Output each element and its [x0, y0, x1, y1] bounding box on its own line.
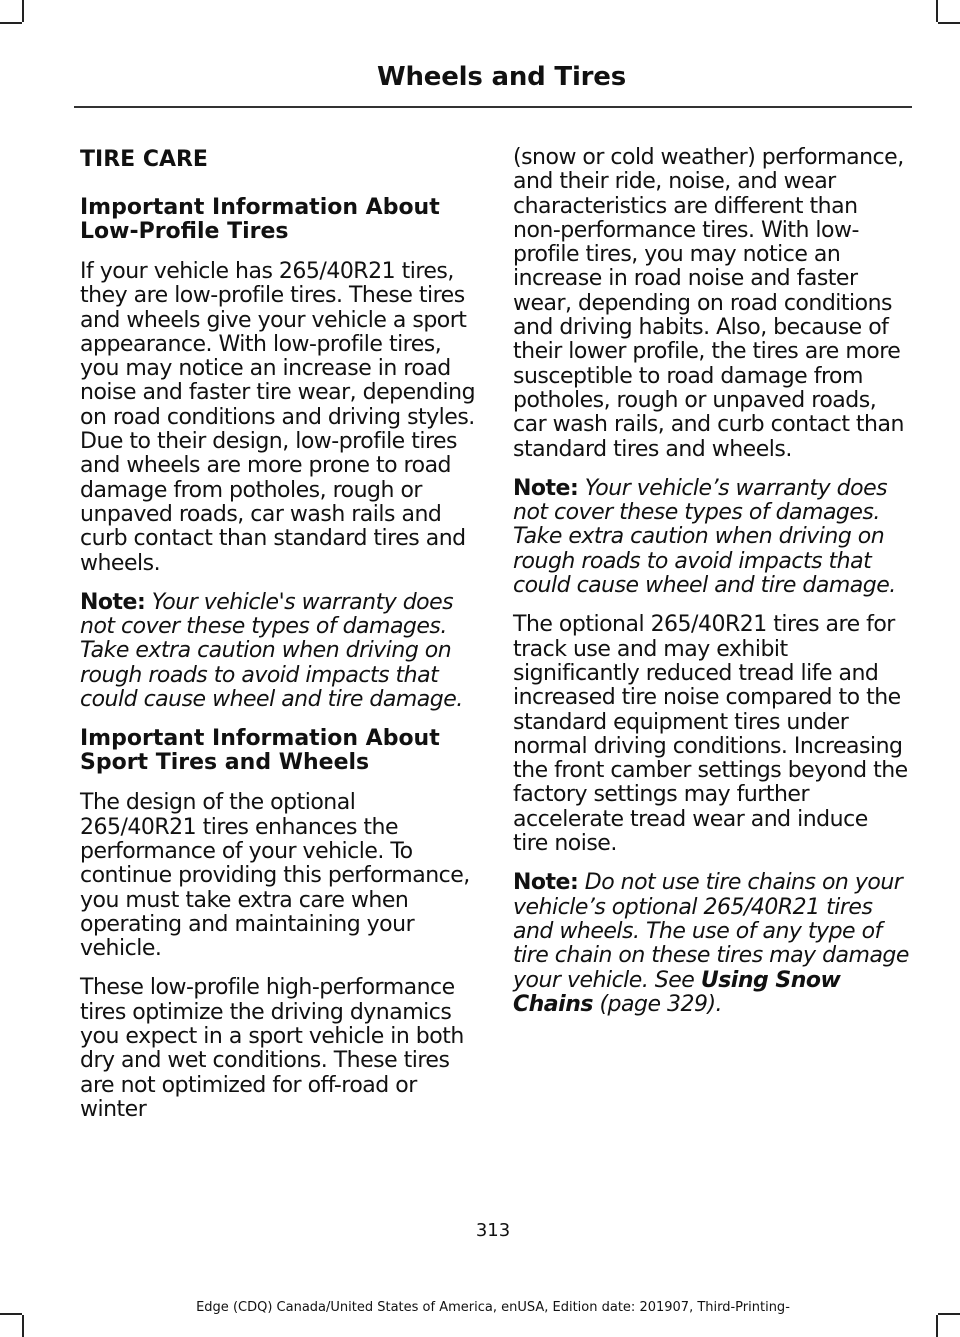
note-text: Do not use tire chains on your vehicle’s optional 265/40R21 tires and wheels. The use of any type of tire chain on these tires may damage your vehicle. See [513, 870, 909, 993]
header-divider [74, 106, 912, 108]
heading-sport-tires: Important Information About Sport Tires and Wheels [80, 726, 440, 776]
crop-mark-bottom-right [936, 1315, 938, 1337]
note-label: Note: [80, 589, 146, 615]
right-column [513, 146, 909, 1032]
page-header-title: Wheels and Tires [377, 62, 626, 92]
crop-mark-top-right [936, 0, 938, 22]
note-label: Note: [513, 870, 579, 896]
note-warranty-1 [80, 591, 476, 712]
crop-mark-top-left [22, 0, 24, 22]
note-tire-chains [513, 871, 909, 1017]
note-label: Note: [513, 475, 579, 501]
crop-mark-bottom-left [22, 1315, 24, 1337]
paragraph-high-performance-continued: (snow or cold weather) performance, and their ride, noise, and wear characteristics are different than non-performance tires. With low-profile tires, you may notice an increase in road noise and faster wear, depending on road conditions and driving habits. Also, because of their lower profile, the tires are more susceptible to road damage from potholes, rough or unpaved roads, car wash rails, and curb contact than standard tires and wheels. [513, 145, 904, 462]
paragraph-high-performance: These low-profile high-performance tires optimize the driving dynamics you expect in a sport vehicle in both dry and wet conditions. These tires are not optimized for off-road or winter [80, 975, 464, 1122]
note-text: Your vehicle's warranty does not cover these types of damages. Take extra caution when driving on rough roads to avoid impacts that could cause wheel and tire damage. [80, 589, 463, 713]
page-number: 313 [475, 1220, 511, 1241]
paragraph-low-profile: If your vehicle has 265/40R21 tires, they are low-profile tires. These tires and wheels give your vehicle a sport appearance. With low-profile tires, you may notice an increase in road noise and faster tire wear, depending on road conditions and driving styles. Due to their design, low-profile tires and wheels are more prone to road damage from potholes, rough or unpaved roads, car wash rails and curb contact than standard tires and wheels. [80, 259, 476, 576]
note-text: Your vehicle’s warranty does not cover these types of damages. Take extra caution when driving on rough roads to avoid impacts that could cause wheel and tire damage. [513, 475, 896, 599]
left-column [80, 146, 476, 1137]
paragraph-sport-tires: The design of the optional 265/40R21 tires enhances the performance of your vehicle. To continue providing this performance, you must take extra care when operating and maintaining your vehicle. [80, 790, 470, 962]
snow-chains-link[interactable]: Using Snow Chains [513, 967, 841, 1017]
note-warranty-2 [513, 477, 909, 598]
crop-mark-top-right [938, 22, 960, 24]
section-title: TIRE CARE [80, 147, 208, 172]
footer-edition: Edge (CDQ) Canada/United States of America, enUSA, Edition date: 201907, Third-Printing- [196, 1300, 790, 1315]
crop-mark-top-left [0, 22, 22, 24]
page-reference: (page 329). [592, 991, 723, 1017]
paragraph-track-use: The optional 265/40R21 tires are for track use and may exhibit significantly reduced tread life and increased tire noise compared to the standard equipment tires under normal driving conditions. Increasing the front camber settings beyond the factory settings may further accelerate tread wear and induce tire noise. [513, 612, 908, 857]
heading-low-profile: Important Information About Low-Profile Tires [80, 195, 440, 244]
